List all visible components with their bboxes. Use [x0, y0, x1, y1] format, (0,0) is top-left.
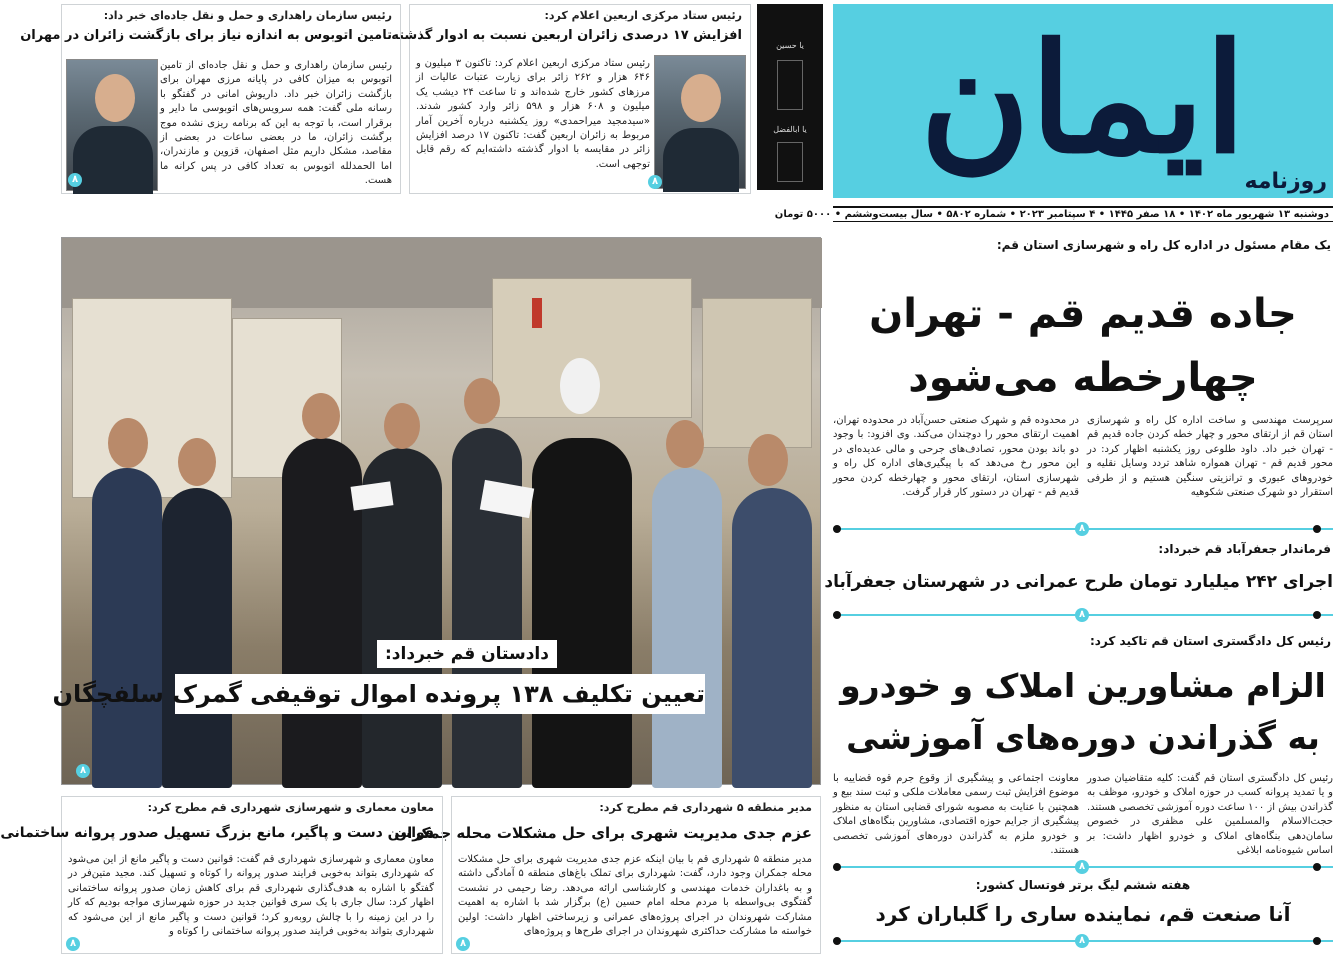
headline[interactable]: افزایش ۱۷ درصدی زائران اربعین نسبت به ادوار گذشته — [391, 28, 742, 43]
divider-dot — [833, 937, 841, 945]
second-headline[interactable]: اجرای ۲۴۲ میلیارد تومان طرح عمرانی در شهرستان جعفرآباد — [824, 572, 1333, 592]
page-badge-icon: ۸ — [76, 764, 90, 778]
person-head — [178, 438, 216, 486]
third-body-left: معاونت اجتماعی و پیشگیری از وقوع جرم قوه قضاییه با موضوع افزایش ثبت رسمی معاملات ملکی و ثبت سند بیع و همچنین با عنایت به مصوبه شورای قضایی استان به منظور پیشگیری از جرایم حوزه اقتصادی، مشاورین بنگاه‌های املاک و خودرو ملزم به گذراندن دوره‌های آموزشی تخصصی هستند. — [833, 773, 1079, 857]
page-badge-icon: ۸ — [456, 937, 470, 951]
page-badge-icon: ۸ — [1075, 522, 1089, 536]
lead-body-right: سرپرست مهندسی و ساخت اداره کل راه و شهرسازی استان قم از ارتقای محور و چهار خطه کردن جاده قدیم قم - تهران خبر داد. داود طلوعی روز یکشنبه اظهار کرد: در محور قدیم قم - تهران همواره شاهد تردد وسایل نقلیه و خودروهای عبوری و ترانزیتی سنگین هستیم و از طرفی استقرار دو شهرک صنعتی شکوهیه — [1087, 415, 1333, 499]
person-head — [464, 378, 500, 424]
person-head — [666, 420, 704, 468]
lead-kicker: یک مقام مسئول در اداره کل راه و شهرسازی استان قم: — [996, 238, 1331, 252]
newspaper-logo: ایمان — [919, 11, 1246, 187]
headline[interactable]: قوانین دست و پاگیر، مانع بزرگ تسهیل صدور پروانه ساختمانی — [0, 825, 434, 841]
mourning-text-2: یا ابالفضل — [773, 125, 807, 134]
news-box-pilgrims[interactable] — [391, 4, 751, 194]
page-badge-icon: ۸ — [1075, 608, 1089, 622]
kicker: رئیس ستاد مرکزی اربعین اعلام کرد: — [544, 9, 742, 22]
cleric — [532, 438, 632, 788]
article-body: مدیر منطقه ۵ شهرداری قم با بیان اینکه عزم جدی مدیریت شهری برای حل مشکلات محله جمکران وجود دارد، گفت: شهرداری برای تملک باغ‌های منطقه ۵ آمادگی داشته و به باغداران خدمات مهندسی و کارشناسی ارائه می‌دهد. رضا رحیمی در نشست گفتگوی بی‌واسطه با مردم محله امام حسین (ع) برگزار شد با اشاره به اهمیت مشارکت شهروندان در اجرای پروژه‌های عمرانی و زیرساختی اظهار داشت: اولین خواسته ما مشارکت حداکثری شهروندان در اجرای طرح‌ها و پروژه‌های — [458, 854, 813, 938]
page-badge-icon: ۸ — [1075, 860, 1089, 874]
headline[interactable]: عزم جدی مدیریت شهری برای حل مشکلات محله جمکران — [394, 824, 812, 842]
person-head — [108, 418, 148, 468]
article-body: رئیس سازمان راهداری و حمل و نقل جاده‌ای از تامین اتوبوس به میزان کافی در پایانه مرزی مهران برای بازگشت زائران خبر داد. داریوش امانی در گفتگو با رسانه ملی گفت: همه سرویس‌های اتوبوسی ما دایر و برقرار است، با توجه به این که برنامه ریزی نشده موج برگشت زائران، ما در بعضی ساعات در بعضی از مقاصد، مشکل داریم مثل اصفهان، قزوین و مازندران، اما الحمدلله اتوبوس به تعداد کافی در پس کرانه ما هست. — [160, 60, 392, 187]
second-kicker: فرماندار جعفرآباد قم خبرداد: — [1158, 542, 1331, 556]
person — [162, 488, 232, 788]
official-portrait — [654, 55, 746, 189]
mourning-text-1: یا حسین — [776, 41, 804, 50]
person — [652, 468, 722, 788]
page-badge-icon: ۸ — [68, 173, 82, 187]
person-head — [748, 434, 788, 486]
calligraphy-icon — [777, 60, 803, 110]
kicker: مدیر منطقه ۵ شهرداری قم مطرح کرد: — [599, 801, 812, 814]
person-head — [302, 393, 340, 439]
dateline: دوشنبه ۱۳ شهریور ماه ۱۴۰۲ • ۱۸ صفر ۱۴۴۵ • ۴ سپتامبر ۲۰۲۳ • شماره ۵۸۰۲ • سال بیست‌وششم • ۵۰۰۰ تومان — [833, 206, 1333, 222]
third-body-right: رئیس کل دادگستری استان قم گفت: کلیه متقاضیان صدور و یا تمدید پروانه کسب در حوزه املاک و خودرو، موظف به گذراندن بیش از ۱۰۰ ساعت دوره آموزشی تخصصی هستند. حجت‌الاسلام والمسلمین علی مظفری در خصوص سامان‌دهی بنگاه‌های املاک و خودرو اظهار داشت: بر اساس شیوه‌نامه ابلاغی — [1087, 773, 1334, 857]
stacked-boxes — [702, 298, 812, 448]
news-box-jamkaran[interactable] — [394, 796, 821, 954]
turban — [560, 358, 600, 414]
lead-body-left: در محدوده قم و شهرک صنعتی حسن‌آباد در محدوده تهران، اهمیت ارتقای محور را دوچندان می‌کند. وی افزود: با وجود دو باند بودن محور، تصادف‌های جرحی و مالی عدیده‌ای در این محور رخ می‌دهد که با پیگیری‌های اداره کل راه و شهرسازی استان، ارتقای محور و چهارخطه کردن محور قدیم قم - تهران در دستور کار قرار گرفت. — [833, 415, 1079, 499]
divider-dot — [1313, 937, 1321, 945]
article-body: رئیس ستاد مرکزی اربعین اعلام کرد: تاکنون ۳ میلیون و ۶۴۶ هزار و ۲۶۲ زائر برای زیارت عتبات عالیات از مرزهای کشور خارج شده‌اند و تا ساعت ۲۴ دیشب یک میلیون و ۶۰۸ هزار و ۵۹۸ زائر وارد کشور شدند. «سیدمجید میراحمدی» روز یکشنبه درباره آخرین آمار مربوط به زائران اربعین گفت: تاکنون ۱۷ درصد افزایش زائر در مقایسه با ادوار گذشته داشته‌ایم که رقم قابل توجهی است. — [416, 58, 651, 170]
fourth-headline[interactable]: آنا صنعت قم، نماینده ساری را گلباران کرد — [875, 902, 1291, 926]
person — [282, 438, 362, 788]
masthead — [833, 4, 1333, 198]
third-headline-line-2[interactable]: به گذراندن دوره‌های آموزشی — [846, 718, 1320, 757]
news-box-permits[interactable] — [0, 796, 443, 954]
person — [732, 488, 812, 788]
fourth-kicker: هفته ششم لیگ برتر فوتسال کشور: — [975, 878, 1191, 892]
page-badge-icon: ۸ — [648, 175, 662, 189]
official-portrait — [66, 59, 158, 191]
newspaper-label: روزنامه — [1244, 169, 1327, 194]
news-box-buses[interactable] — [20, 4, 401, 194]
divider-dot — [1313, 863, 1321, 871]
third-kicker: رئیس کل دادگستری استان قم تاکید کرد: — [1089, 634, 1331, 648]
mourning-banner — [757, 4, 823, 190]
page-badge-icon: ۸ — [1075, 934, 1089, 948]
page-badge-icon: ۸ — [66, 937, 80, 951]
third-headline-line-1[interactable]: الزام مشاورین املاک و خودرو — [840, 666, 1326, 705]
lead-headline-line-2[interactable]: چهارخطه می‌شود — [908, 355, 1258, 401]
divider-dot — [1313, 525, 1321, 533]
person — [92, 468, 162, 788]
calligraphy-icon-2 — [777, 142, 803, 182]
kicker: معاون معماری و شهرسازی شهرداری قم مطرح کرد: — [147, 801, 434, 814]
sign-marker — [532, 298, 542, 328]
divider-dot — [833, 863, 841, 871]
kicker: رئیس سازمان راهداری و حمل و نقل جاده‌ای خبر داد: — [103, 9, 392, 22]
headline[interactable]: تامین اتوبوس به اندازه نیاز برای بازگشت زائران در مهران — [20, 28, 392, 43]
article-body: معاون معماری و شهرسازی شهرداری قم گفت: قوانین دست و پاگیر مانع از این می‌شود که شهرداری بتواند به‌خوبی فرایند صدور پروانه را کوتاه و تسهیل کند. مجید متین‌فر در گفتگو با اشاره به هدف‌گذاری شهرداری قم برای کاهش زمان صدور پروانه ساختمانی اظهار کرد: سال جاری با یک سری قوانین جدید در حوزه شهرسازی مواجه بودیم که کار را در این زمینه را با چالش روبه‌رو کرد؛ قوانین دست و پاگیر مانع از این می‌شود که شهرداری بتواند به‌خوبی فرایند صدور پروانه ساختمانی را کوتاه و — [68, 854, 434, 938]
divider-dot — [1313, 611, 1321, 619]
photo-caption-headline[interactable]: تعیین تکلیف ۱۳۸ پرونده اموال توقیفی گمرک سلفچگان — [175, 674, 705, 714]
photo-caption-kicker: دادستان قم خبرداد: — [377, 640, 557, 668]
person-head — [384, 403, 420, 449]
divider-dot — [833, 611, 841, 619]
lead-headline-line-1[interactable]: جاده قدیم قم - تهران — [869, 291, 1297, 337]
divider-dot — [833, 525, 841, 533]
